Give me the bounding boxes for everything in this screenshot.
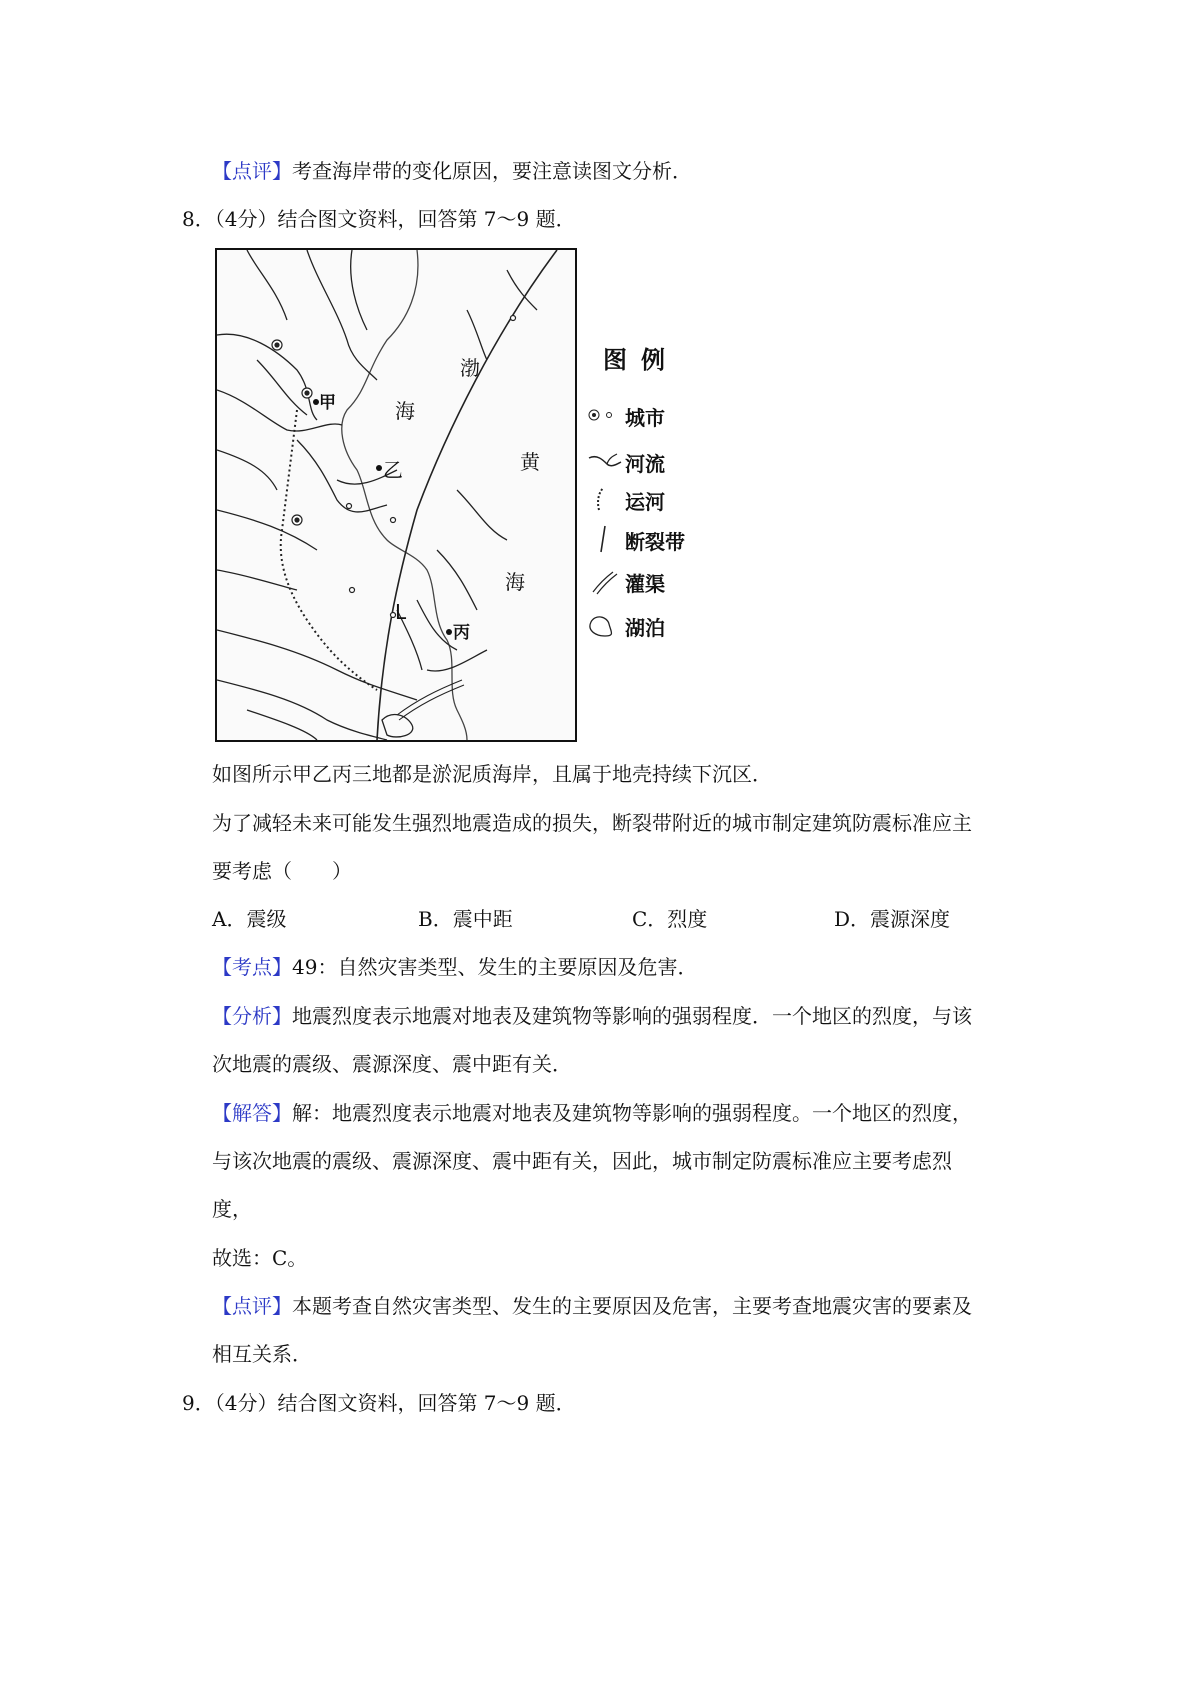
legend-label-irrigation: 灌渠 (625, 572, 665, 596)
legend-label-fault: 断裂带 (625, 530, 685, 554)
map-label-jia: 甲 (319, 393, 336, 413)
fault-icon (585, 524, 625, 554)
fenxi-text-1: 地震烈度表示地震对地表及建筑物等影响的强弱程度．一个地区的烈度，与该 (292, 1004, 972, 1028)
map-figure (215, 248, 695, 740)
map-drawing (217, 250, 575, 740)
jieda-tag: 【解答】 (212, 1101, 292, 1125)
dianping-line-1 (212, 1293, 972, 1319)
jieda-text-1: 解：地震烈度表示地震对地表及建筑物等影响的强弱程度。一个地区的烈度， (292, 1101, 972, 1125)
map-label-huang: 黄 (520, 450, 540, 474)
legend-item-fault (585, 524, 725, 554)
map-label-yi: 乙 (383, 458, 403, 482)
question-8-stem-line-1: 为了减轻未来可能发生强烈地震造成的损失，断裂带附近的城市制定建筑防震标准应主 (212, 811, 972, 835)
map-label-hai1: 海 (395, 399, 415, 423)
map-label-bo: 渤 (460, 356, 480, 380)
review-tag: 【点评】 (212, 159, 292, 183)
map-label-hai2: 海 (505, 570, 525, 594)
legend-item-river (585, 446, 725, 476)
legend-label-river: 河流 (625, 452, 665, 476)
kaodian-tag: 【考点】 (212, 955, 292, 979)
review-line (212, 158, 692, 184)
question-9-header: 9．（4分）结合图文资料，回答第 7～9 题． (182, 1391, 576, 1415)
legend-item-city (585, 400, 725, 430)
dianping-line-2: 相互关系． (212, 1342, 312, 1366)
option-b: B．震中距 (418, 907, 513, 931)
legend-item-lake (585, 610, 725, 640)
legend-item-canal (585, 484, 725, 514)
question-8-intro: 如图所示甲乙丙三地都是淤泥质海岸，且属于地壳持续下沉区． (212, 762, 772, 786)
map-label-L: L (395, 600, 407, 624)
legend-item-irrigation (585, 566, 725, 596)
irrigation-icon (585, 566, 625, 596)
map-frame (215, 248, 577, 742)
jieda-line-4: 故选：C。 (212, 1246, 308, 1270)
option-d: D．震源深度 (834, 907, 951, 931)
fenxi-line-1 (212, 1003, 972, 1029)
dianping-tag: 【点评】 (212, 1294, 292, 1318)
question-8-header: 8．（4分）结合图文资料，回答第 7～9 题． (182, 207, 576, 231)
legend-label-city: 城市 (625, 406, 665, 430)
jieda-line-2: 与该次地震的震级、震源深度、震中距有关，因此，城市制定防震标准应主要考虑烈 (212, 1149, 952, 1173)
lake-icon (585, 610, 625, 640)
option-a: A．震级 (212, 907, 287, 931)
fenxi-tag: 【分析】 (212, 1004, 292, 1028)
legend-label-lake: 湖泊 (625, 616, 665, 640)
kaodian-text: 49：自然灾害类型、发生的主要原因及危害． (292, 955, 698, 979)
canal-icon (585, 484, 625, 514)
fenxi-line-2: 次地震的震级、震源深度、震中距有关． (212, 1052, 572, 1076)
legend-title: 图例 (603, 346, 679, 374)
river-icon (585, 446, 625, 476)
map-label-bing: 丙 (453, 623, 470, 643)
dianping-text-1: 本题考查自然灾害类型、发生的主要原因及危害，主要考查地震灾害的要素及 (292, 1294, 972, 1318)
legend-label-canal: 运河 (625, 490, 665, 514)
jieda-line-1 (212, 1100, 972, 1126)
option-c: C．烈度 (632, 907, 708, 931)
kaodian-line (212, 954, 697, 980)
question-8-stem-line-2: 要考虑（ ） (212, 859, 352, 883)
review-text: 考查海岸带的变化原因，要注意读图文分析． (292, 159, 692, 183)
city-icon (585, 400, 625, 430)
jieda-line-3: 度， (212, 1197, 252, 1221)
